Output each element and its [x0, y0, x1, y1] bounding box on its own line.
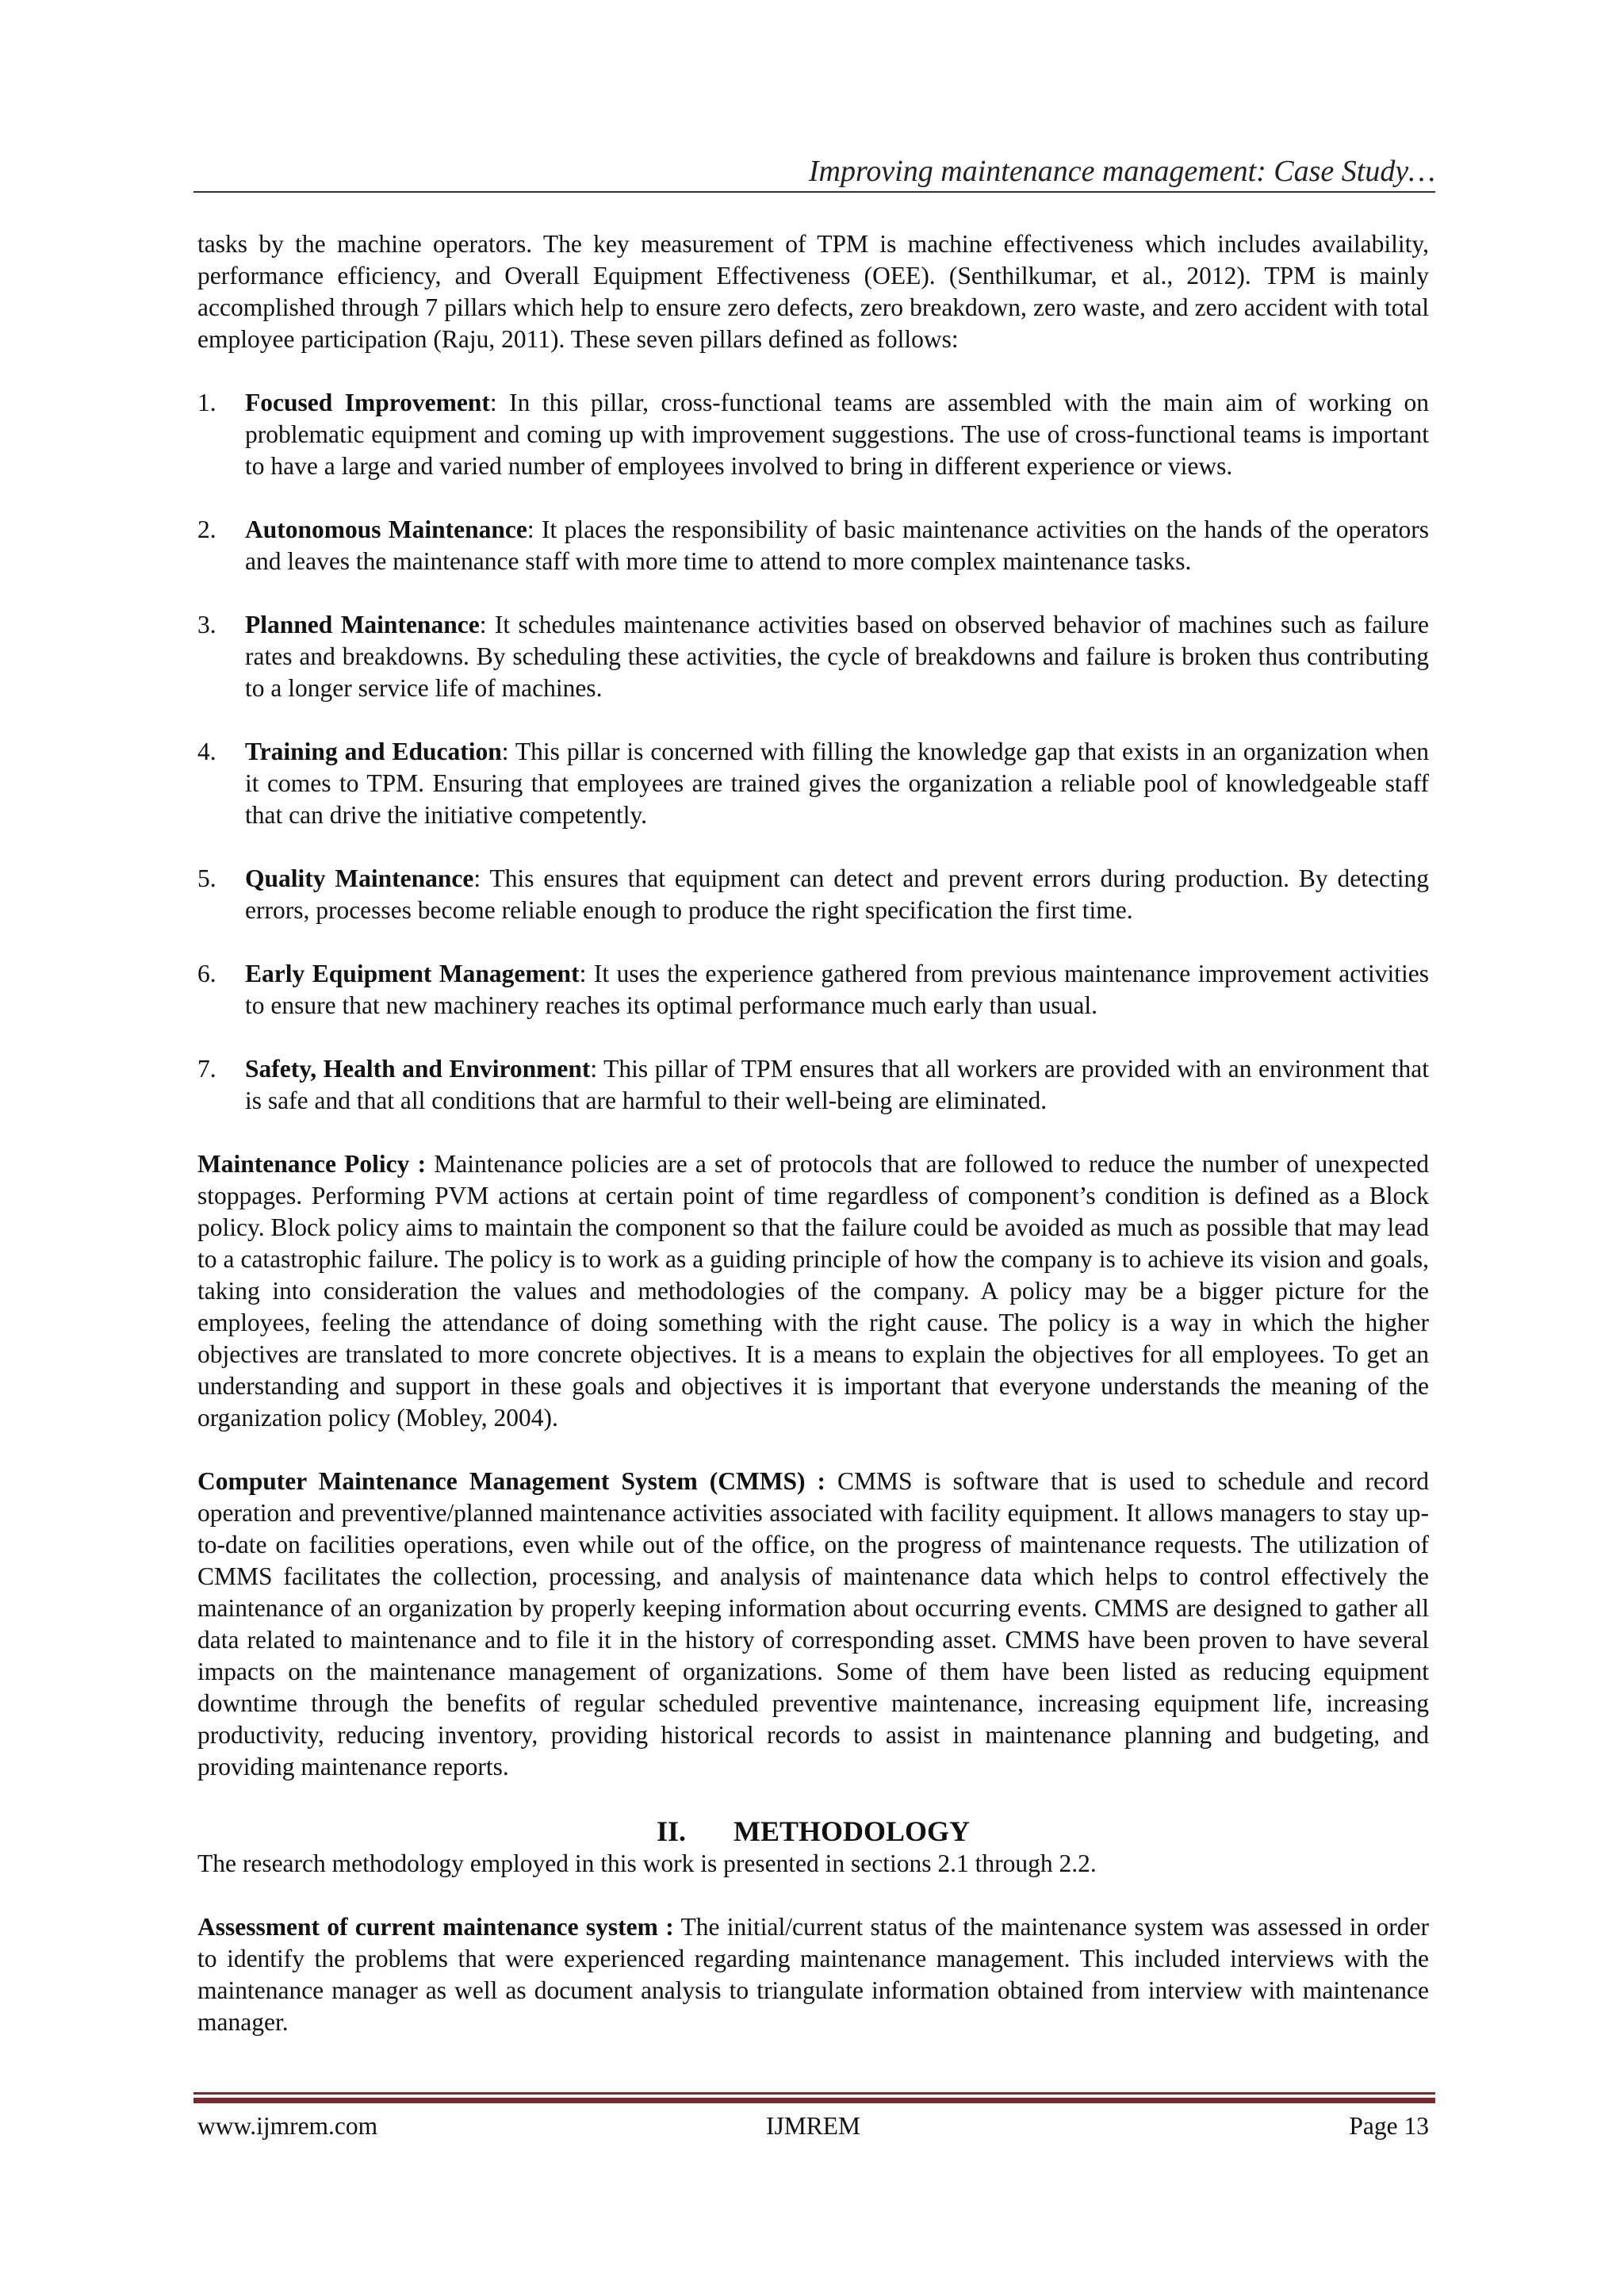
- footer-rule-thick: [193, 2098, 1435, 2103]
- maintenance-policy-term: Maintenance Policy :: [197, 1150, 427, 1178]
- running-header-title: Improving maintenance management: Case Study…: [808, 155, 1435, 188]
- assessment-term: Assessment of current maintenance system :: [197, 1913, 674, 1941]
- pillar-item: [197, 736, 1429, 831]
- pillar-term: Safety, Health and Environment: [245, 1055, 591, 1083]
- section-title: METHODOLOGY: [733, 1815, 971, 1847]
- pillar-description: : In this pillar, cross-functional teams are assembled with the main aim of working on problematic equipment and coming up with improvement suggestions. The use of cross-functional teams is important to have a large and varied number of employees involved to bring in different experience or views.: [245, 389, 1429, 480]
- assessment-text: The initial/current status of the maintenance system was assessed in order to identify the problems that were experienced regarding maintenance management. This included interviews with the maintenance manager as well as document analysis to triangulate information obtained from interview with maintenance manager.: [197, 1913, 1429, 2036]
- pillar-number: 2.: [197, 516, 216, 543]
- cmms-term: Computer Maintenance Management System (CMMS) :: [197, 1467, 825, 1495]
- pillar-number: 7.: [197, 1055, 216, 1083]
- pillar-term: Planned Maintenance: [245, 611, 480, 638]
- pillar-description: : This pillar is concerned with filling the knowledge gap that exists in an organization when it comes to TPM. Ensuring that employees are trained gives the organization a reliable pool of knowledgeable staff that can drive the initiative competently.: [245, 738, 1429, 829]
- pillar-number: 3.: [197, 611, 216, 638]
- pillar-item: [197, 387, 1429, 482]
- pillar-item: [197, 1053, 1429, 1117]
- maintenance-policy-text: Maintenance policies are a set of protocols that are followed to reduce the number of unexpected stoppages. Performing PVM actions at certain point of time regardless of component’s condition is defined as a Block policy. Block policy aims to maintain the component so that the failure could be avoided as much as possible that may lead to a catastrophic failure. The policy is to work as a guiding principle of how the company is to achieve its vision and goals, taking into consideration the values and methodologies of the company. A policy may be a bigger picture for the employees, feeling the attendance of doing something with the right cause. The policy is a way in which the higher objectives are translated to more concrete objectives. It is a means to explain the objectives for all employees. To get an understanding and support in these goals and objectives it is important that everyone understands the meaning of the organization policy (Mobley, 2004).: [197, 1150, 1429, 1432]
- pillar-number: 6.: [197, 960, 216, 987]
- cmms-paragraph: [197, 1466, 1429, 1783]
- pillar-term: Autonomous Maintenance: [245, 516, 527, 543]
- pillar-term: Quality Maintenance: [245, 864, 474, 892]
- footer-rule-thin: [193, 2092, 1435, 2095]
- pillar-number: 1.: [197, 389, 216, 416]
- assessment-paragraph: [197, 1911, 1429, 2038]
- header-rule: [193, 191, 1435, 193]
- footer-page-number: Page 13: [1349, 2112, 1429, 2140]
- cmms-text: CMMS is software that is used to schedule and record operation and preventive/planned maintenance activities associated with facility equipment. It allows managers to stay up-to-date on facilities operations, even while out of the office, on the progress of maintenance requests. The utilization of CMMS facilitates the collection, processing, and analysis of maintenance data which helps to control effectively the maintenance of an organization by properly keeping information about occurring events. CMMS are designed to gather all data related to maintenance and to file it in the history of corresponding asset. CMMS have been proven to have several impacts on the maintenance management of organizations. Some of them have been listed as reducing equipment downtime through the benefits of regular scheduled preventive maintenance, increasing equipment life, increasing productivity, reducing inventory, providing historical records to assist in maintenance planning and budgeting, and providing maintenance reports.: [197, 1467, 1430, 1780]
- pillar-description: : It uses the experience gathered from previous maintenance improvement activities to ensure that new machinery reaches its optimal performance much early than usual.: [245, 960, 1429, 1019]
- pillar-term: Training and Education: [245, 738, 502, 765]
- pillar-description: : It places the responsibility of basic maintenance activities on the hands of the operators and leaves the maintenance staff with more time to attend to more complex maintenance tasks.: [245, 516, 1429, 575]
- pillar-term: Focused Improvement: [245, 389, 490, 416]
- page-footer: [197, 2110, 1429, 2143]
- pillar-description: : This pillar of TPM ensures that all workers are provided with an environment that is safe and that all conditions that are harmful to their well-being are eliminated.: [245, 1055, 1430, 1114]
- methodology-intro: The research methodology employed in this work is presented in sections 2.1 through 2.2.: [197, 1849, 1097, 1877]
- section-number: II.: [656, 1815, 686, 1847]
- pillar-item: [197, 863, 1429, 926]
- pillar-number: 5.: [197, 864, 216, 892]
- pillar-number: 4.: [197, 738, 216, 765]
- footer-website: www.ijmrem.com: [197, 2112, 378, 2140]
- pillar-term: Early Equipment Management: [245, 960, 580, 987]
- pillar-item: [197, 958, 1429, 1022]
- section-heading: [197, 1815, 1429, 1848]
- intro-paragraph: tasks by the machine operators. The key measurement of TPM is machine effectiveness which includes availability, performance efficiency, and Overall Equipment Effectiveness (OEE). (Senthilkumar, et al., 2012). TPM is mainly accomplished through 7 pillars which help to ensure zero defects, zero breakdown, zero waste, and zero accident with total employee participation (Raju, 2011). These seven pillars defined as follows:: [197, 230, 1429, 353]
- pillar-description: : It schedules maintenance activities based on observed behavior of machines such as failure rates and breakdowns. By scheduling these activities, the cycle of breakdowns and failure is broken thus contributing to a longer service life of machines.: [245, 611, 1429, 702]
- pillar-item: [197, 514, 1429, 577]
- footer-journal: IJMREM: [765, 2112, 861, 2140]
- pillar-description: : This ensures that equipment can detect and prevent errors during production. By detecting errors, processes become reliable enough to produce the right specification the first time.: [245, 864, 1429, 924]
- pillar-item: [197, 609, 1429, 704]
- tpm-pillars-list: [197, 387, 1429, 1117]
- page-body: [197, 228, 1429, 2038]
- maintenance-policy-paragraph: [197, 1148, 1429, 1434]
